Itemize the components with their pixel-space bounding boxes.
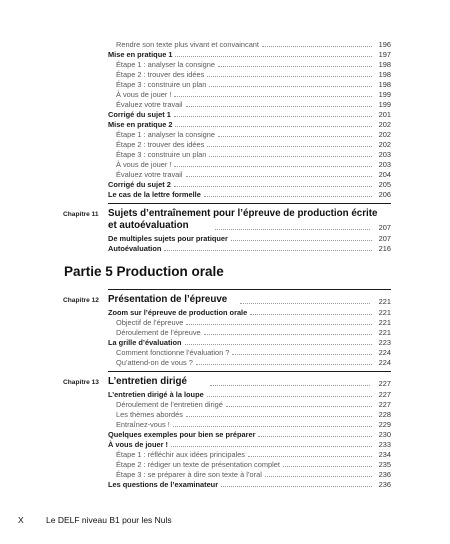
part-title: Partie 5 Production orale xyxy=(64,264,224,279)
chapter-title: Sujets d’entraînement pour l’épreuve de production écrite xyxy=(108,208,378,219)
toc-entry[interactable]: Étape 1 : analyser la consigne 202 xyxy=(116,130,391,139)
toc-entry[interactable]: Autoévaluation 216 xyxy=(108,244,391,253)
toc-entry[interactable]: Évaluez votre travail 199 xyxy=(116,100,391,109)
toc-entry[interactable]: Rendre son texte plus vivant et convaincant 196 xyxy=(116,40,391,49)
chapter-page: 227 xyxy=(378,379,391,388)
chapter-label: Chapitre 11 xyxy=(63,211,99,218)
toc-entry[interactable]: La grille d’évaluation 223 xyxy=(108,338,391,347)
toc-entry[interactable]: Les thèmes abordés 228 xyxy=(116,410,391,419)
chapter-page: 207 xyxy=(378,223,391,232)
chapter-title: Présentation de l’épreuve xyxy=(108,294,228,305)
toc-entry[interactable]: Étape 1 : analyser la consigne 198 xyxy=(116,60,391,69)
toc-entry[interactable]: Étape 3 : construire un plan 203 xyxy=(116,150,391,159)
toc-entry[interactable]: À vous de jouer ! 199 xyxy=(116,90,391,99)
toc-entry[interactable]: Zoom sur l’épreuve de production orale 221 xyxy=(108,308,391,317)
chapter-title-line2: et autoévaluation xyxy=(108,220,189,231)
toc-entry[interactable]: Corrigé du sujet 1 201 xyxy=(108,110,391,119)
toc-entry[interactable]: Déroulement de l’entretien dirigé 227 xyxy=(116,400,391,409)
toc-entry[interactable]: Étape 3 : construire un plan 198 xyxy=(116,80,391,89)
toc-entry[interactable]: À vous de jouer ! 203 xyxy=(116,160,391,169)
toc-entry[interactable]: Qu’attend-on de vous ? 224 xyxy=(116,358,391,367)
toc-entry[interactable]: Comment fonctionne l’évaluation ? 224 xyxy=(116,348,391,357)
toc-entry[interactable]: Corrigé du sujet 2 205 xyxy=(108,180,391,189)
chapter-label: Chapitre 13 xyxy=(63,379,99,386)
toc-entry[interactable]: Quelques exemples pour bien se préparer 230 xyxy=(108,430,391,439)
chapter-rule xyxy=(108,371,391,372)
chapter-rule xyxy=(108,289,391,290)
toc-entry[interactable]: À vous de jouer ! 233 xyxy=(108,440,391,449)
toc-entry[interactable]: Mise en pratique 2 202 xyxy=(108,120,391,129)
toc-entry[interactable]: L’entretien dirigé à la loupe 227 xyxy=(108,390,391,399)
page-numeral: X xyxy=(18,515,24,525)
toc-entry[interactable]: Étape 2 : trouver des idées 202 xyxy=(116,140,391,149)
chapter-label: Chapitre 12 xyxy=(63,297,99,304)
toc-entry[interactable]: Étape 2 : rédiger un texte de présentation complet 235 xyxy=(116,460,391,469)
chapter-rule xyxy=(108,203,391,204)
chapter-title: L’entretien dirigé xyxy=(108,376,187,387)
toc-entry[interactable]: Étape 1 : réfléchir aux idées principales 234 xyxy=(116,450,391,459)
toc-entry[interactable]: De multiples sujets pour pratiquer 207 xyxy=(108,234,391,243)
toc-entry[interactable]: Entraînez-vous ! 229 xyxy=(116,420,391,429)
book-title: Le DELF niveau B1 pour les Nuls xyxy=(46,515,172,525)
toc-entry[interactable]: Le cas de la lettre formelle 206 xyxy=(108,190,391,199)
toc-entry[interactable]: Les questions de l’examinateur 236 xyxy=(108,480,391,489)
toc-entry[interactable]: Mise en pratique 1 197 xyxy=(108,50,391,59)
toc-entry[interactable]: Objectif de l’épreuve 221 xyxy=(116,318,391,327)
chapter-page: 221 xyxy=(378,297,391,306)
toc-entry[interactable]: Déroulement de l’épreuve 221 xyxy=(116,328,391,337)
toc-entry[interactable]: Étape 3 : se préparer à dire son texte à l’oral 236 xyxy=(116,470,391,479)
toc-entry[interactable]: Étape 2 : trouver des idées 198 xyxy=(116,70,391,79)
toc-entry[interactable]: Évaluez votre travail 204 xyxy=(116,170,391,179)
